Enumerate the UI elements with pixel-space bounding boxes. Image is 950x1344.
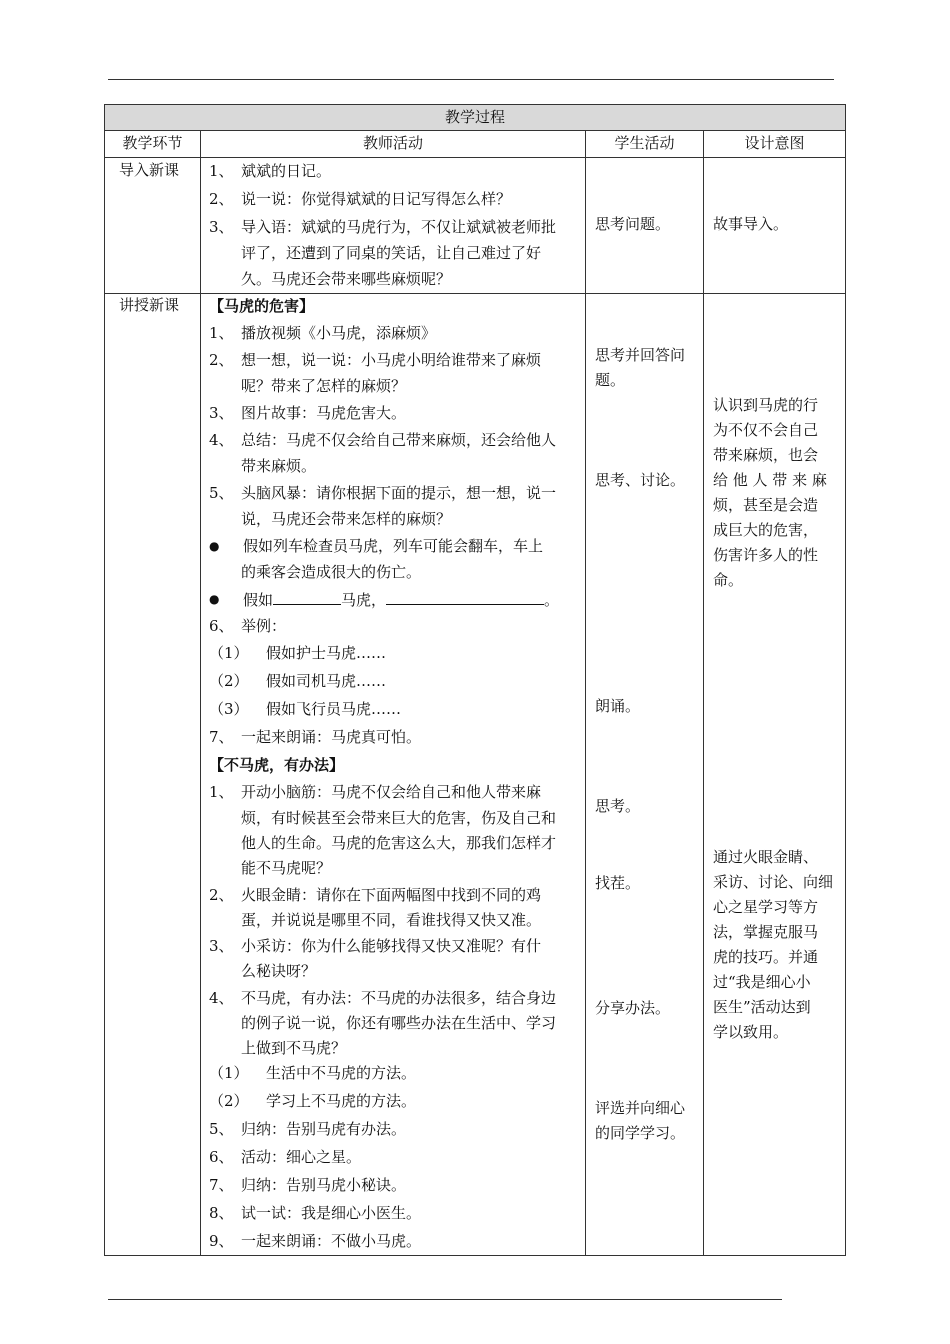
student-activity: 题。 xyxy=(595,371,626,389)
stage-label: 讲授新课 xyxy=(119,296,180,314)
student-activity: 朗诵。 xyxy=(595,697,641,715)
student-activity: 思考。 xyxy=(595,797,641,815)
fill-in-blank xyxy=(273,586,341,605)
bullet-icon: ● xyxy=(209,539,220,553)
bullet-icon: ● xyxy=(209,592,220,606)
student-activity: 思考问题。 xyxy=(595,215,671,233)
student-activity: 评选并向细心 xyxy=(595,1099,686,1117)
student-activity: 的同学学习。 xyxy=(595,1124,686,1142)
col-divider xyxy=(585,130,586,1255)
student-activity: 思考、讨论。 xyxy=(595,471,686,489)
section-heading: 【不马虎，有办法】 xyxy=(209,756,345,774)
section-heading: 【马虎的危害】 xyxy=(209,297,315,315)
column-header: 教学环节 xyxy=(122,134,183,152)
column-header: 设计意图 xyxy=(744,134,805,152)
student-activity: 找茬。 xyxy=(595,874,641,892)
teaching-process-table: 教学过程 教学环节 教师活动 学生活动 设计意图 导入新课 1、 斌斌的日记。 2、 说一说：你觉得斌斌的日记写得怎么样？ 3、 导入语：斌斌的马虎行为，不仅让斌斌被老师批 评了，还遭到了同桌的笑话，让自己难过了好 久。马虎还会带来哪些麻烦呢？ 思考问题。 故事导入。 讲授新课 【马虎的危害】 1、 播放视频《小马虎，添麻烦》 2、 想一想，说一说：小马虎小明给谁带来了麻烦 呢？带来了怎样的麻烦？ 3、 图片故事：马虎危害大。 4、 总结：马虎不仅会给自己带来麻烦，还会给他人 带来麻烦。 5、 头脑风暴：请你根据下面的提示，想一想，说一 说，马虎还会带来怎样的麻烦？ ● 假如列车检查员马虎，列车可能会翻车，车上 的乘客会造成很大的伤亡。 ● 假如 马虎， 。 6、 举例： （1） 假如护士马虎…… （2） 假如司机马虎…… （3） 假如飞行员马虎…… 7、 一起来朗诵：马虎真可怕。 【不马虎，有办法】 1、 开动小脑筋：马虎不仅会给自己和他人带来麻 烦，有时候甚至会带来巨大的危害，伤及自己和 他人的生命。马虎的危害这么大，那我们怎样才 能不马虎呢？ 2、 火眼金睛：请你在下面两幅图中找到不同的鸡 蛋，并说说是哪里不同，看谁找得又快又准。 3、 小采访：你为什么能够找得又快又准呢？有什 么秘诀呀？ 4、 不马虎，有办法：不马虎的办法很多，结合身边 的例子说一说，你还有哪些办法在生活中、学习 上做到不马虎？ （1） 生活中不马虎的方法。 （2） 学习上不马虎的方法。 5、 归纳：告别马虎有办法。 6、 活动：细心之星。 7、 归纳：告别马虎小秘诀。 8、 试一试：我是细心小医生。 9、 一起来朗诵：不做小马虎。 思考并回答问 题。 思考、讨论。 朗诵。 思考。 找茬。 分享办法。 评选并向细心 的同学学习。 认识到马虎的行 为不仅不会自己 带来麻烦，也会 给 他 人 带 来 麻 烦，甚至是会造 成巨大的危害， 伤害许多人的性 命。 通过火眼金睛、 采访、讨论、向细 心之星学习等方 法，掌握克服马 虎的技巧。并通 过“我是细心小 医生”活动达到 学以致用。 xyxy=(104,104,846,1256)
fill-in-blank xyxy=(386,586,544,605)
student-activity: 思考并回答问 xyxy=(595,346,686,364)
design-intent: 故事导入。 xyxy=(713,215,789,233)
col-divider xyxy=(200,130,201,1255)
footer-rule xyxy=(108,1299,782,1300)
column-header: 学生活动 xyxy=(614,134,675,152)
student-activity: 分享办法。 xyxy=(595,999,671,1017)
col-divider xyxy=(703,130,704,1255)
design-intent: 通过火眼金睛、 采访、讨论、向细 心之星学习等方 法，掌握克服马 虎的技巧。并通 过“我是细心小 医生”活动达到 学以致用。 xyxy=(713,848,834,1041)
stage-label: 导入新课 xyxy=(119,161,180,179)
header-rule xyxy=(108,79,834,80)
design-intent: 认识到马虎的行 为不仅不会自己 带来麻烦，也会 给 他 人 带 来 麻 烦，甚至是会造 成巨大的危害， 伤害许多人的性 命。 xyxy=(713,396,827,589)
table-title: 教学过程 xyxy=(444,108,505,126)
column-header: 教师活动 xyxy=(362,134,423,152)
